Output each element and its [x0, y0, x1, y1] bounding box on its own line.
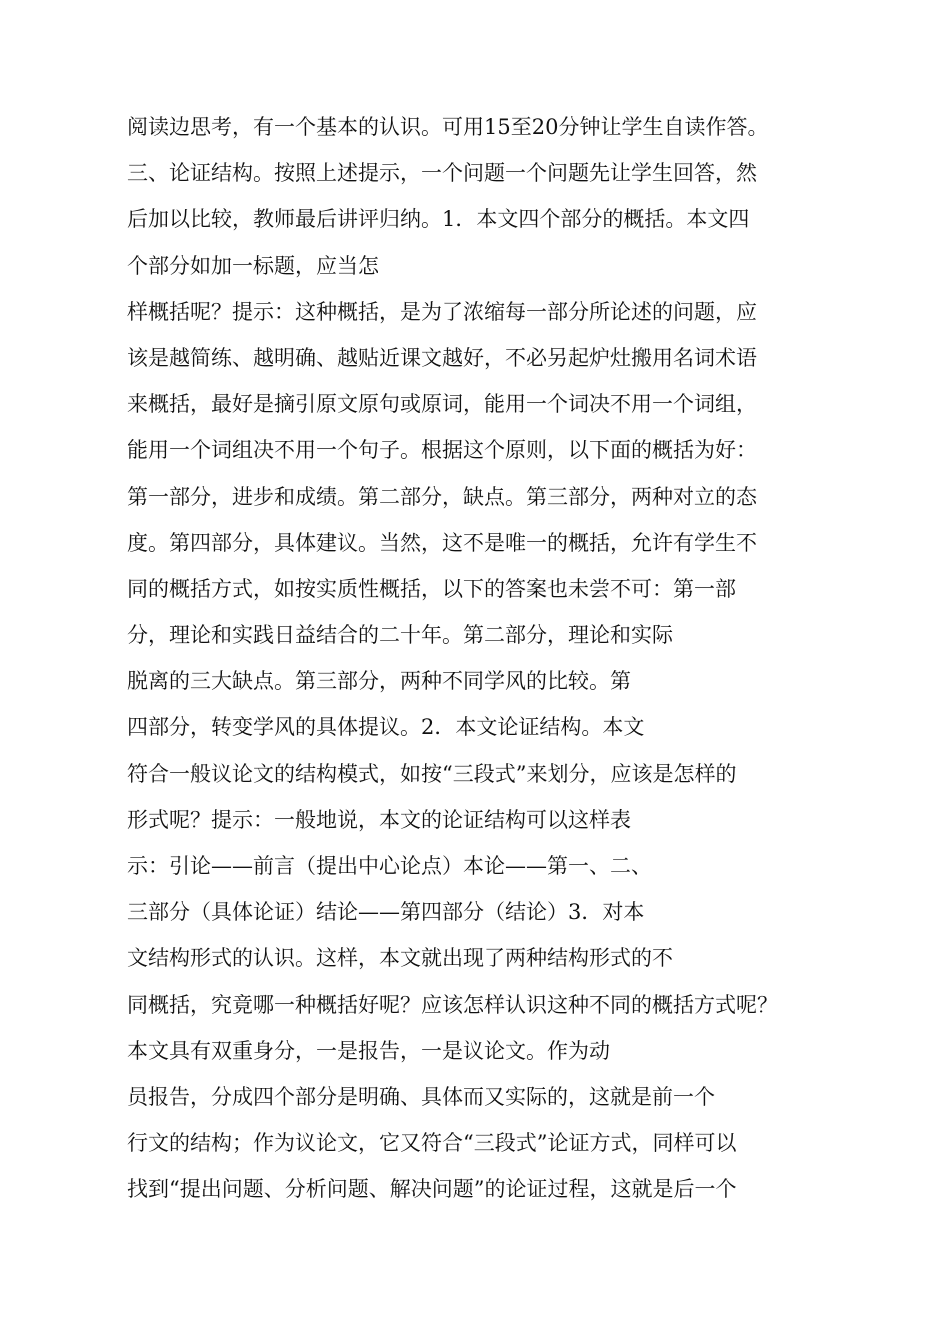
- text-line: 能用一个词组决不用一个句子。根据这个原则，以下面的概括为好：: [127, 438, 757, 463]
- text-line: 三、论证结构。按照上述提示，一个问题一个问题先让学生回答，然: [127, 161, 757, 186]
- text-line: 脱离的三大缺点。第三部分，两种不同学风的比较。第: [127, 669, 631, 694]
- text-line: 员报告，分成四个部分是明确、具体而又实际的，这就是前一个: [127, 1084, 715, 1109]
- text-line: 符合一般议论文的结构模式，如按“三段式”来划分，应该是怎样的: [127, 761, 737, 786]
- text-line: 度。第四部分，具体建议。当然，这不是唯一的概括，允许有学生不: [127, 530, 757, 555]
- text-line: 形式呢？提示：一般地说，本文的论证结构可以这样表: [127, 807, 631, 832]
- body-text: [127, 104, 847, 1213]
- text-line: 阅读边思考，有一个基本的认识。可用15至20分钟让学生自读作答。: [127, 115, 769, 139]
- text-line: 个部分如加一标题，应当怎: [127, 253, 379, 278]
- text-line: 同概括，究竟哪一种概括好呢？应该怎样认识这种不同的概括方式呢？: [127, 992, 778, 1017]
- text-line: 来概括，最好是摘引原文原句或原词，能用一个词决不用一个词组，: [127, 392, 757, 417]
- text-line: 文结构形式的认识。这样，本文就出现了两种结构形式的不: [127, 946, 673, 971]
- text-line: 分，理论和实践日益结合的二十年。第二部分，理论和实际: [127, 623, 673, 648]
- text-line: 第一部分，进步和成绩。第二部分，缺点。第三部分，两种对立的态: [127, 484, 757, 509]
- text-line: 四部分，转变学风的具体提议。2．本文论证结构。本文: [127, 715, 645, 740]
- text-line: 该是越简练、越明确、越贴近课文越好，不必另起炉灶搬用名词术语: [127, 345, 757, 370]
- text-line: 后加以比较，教师最后讲评归纳。1．本文四个部分的概括。本文四: [127, 207, 750, 232]
- text-line: 同的概括方式，如按实质性概括，以下的答案也未尝不可：第一部: [127, 576, 736, 601]
- text-line: 行文的结构；作为议论文，它又符合“三段式”论证方式，同样可以: [127, 1131, 737, 1156]
- text-line: 找到“提出问题、分析问题、解决问题”的论证过程，这就是后一个: [127, 1177, 737, 1202]
- text-line: 三部分（具体论证）结论——第四部分（结论）3．对本: [127, 900, 645, 925]
- text-line: 样概括呢？提示：这种概括，是为了浓缩每一部分所论述的问题，应: [127, 299, 757, 324]
- text-line: 本文具有双重身分，一是报告，一是议论文。作为动: [127, 1038, 610, 1063]
- text-line: 示：引论——前言（提出中心论点）本论——第一、二、: [127, 854, 652, 878]
